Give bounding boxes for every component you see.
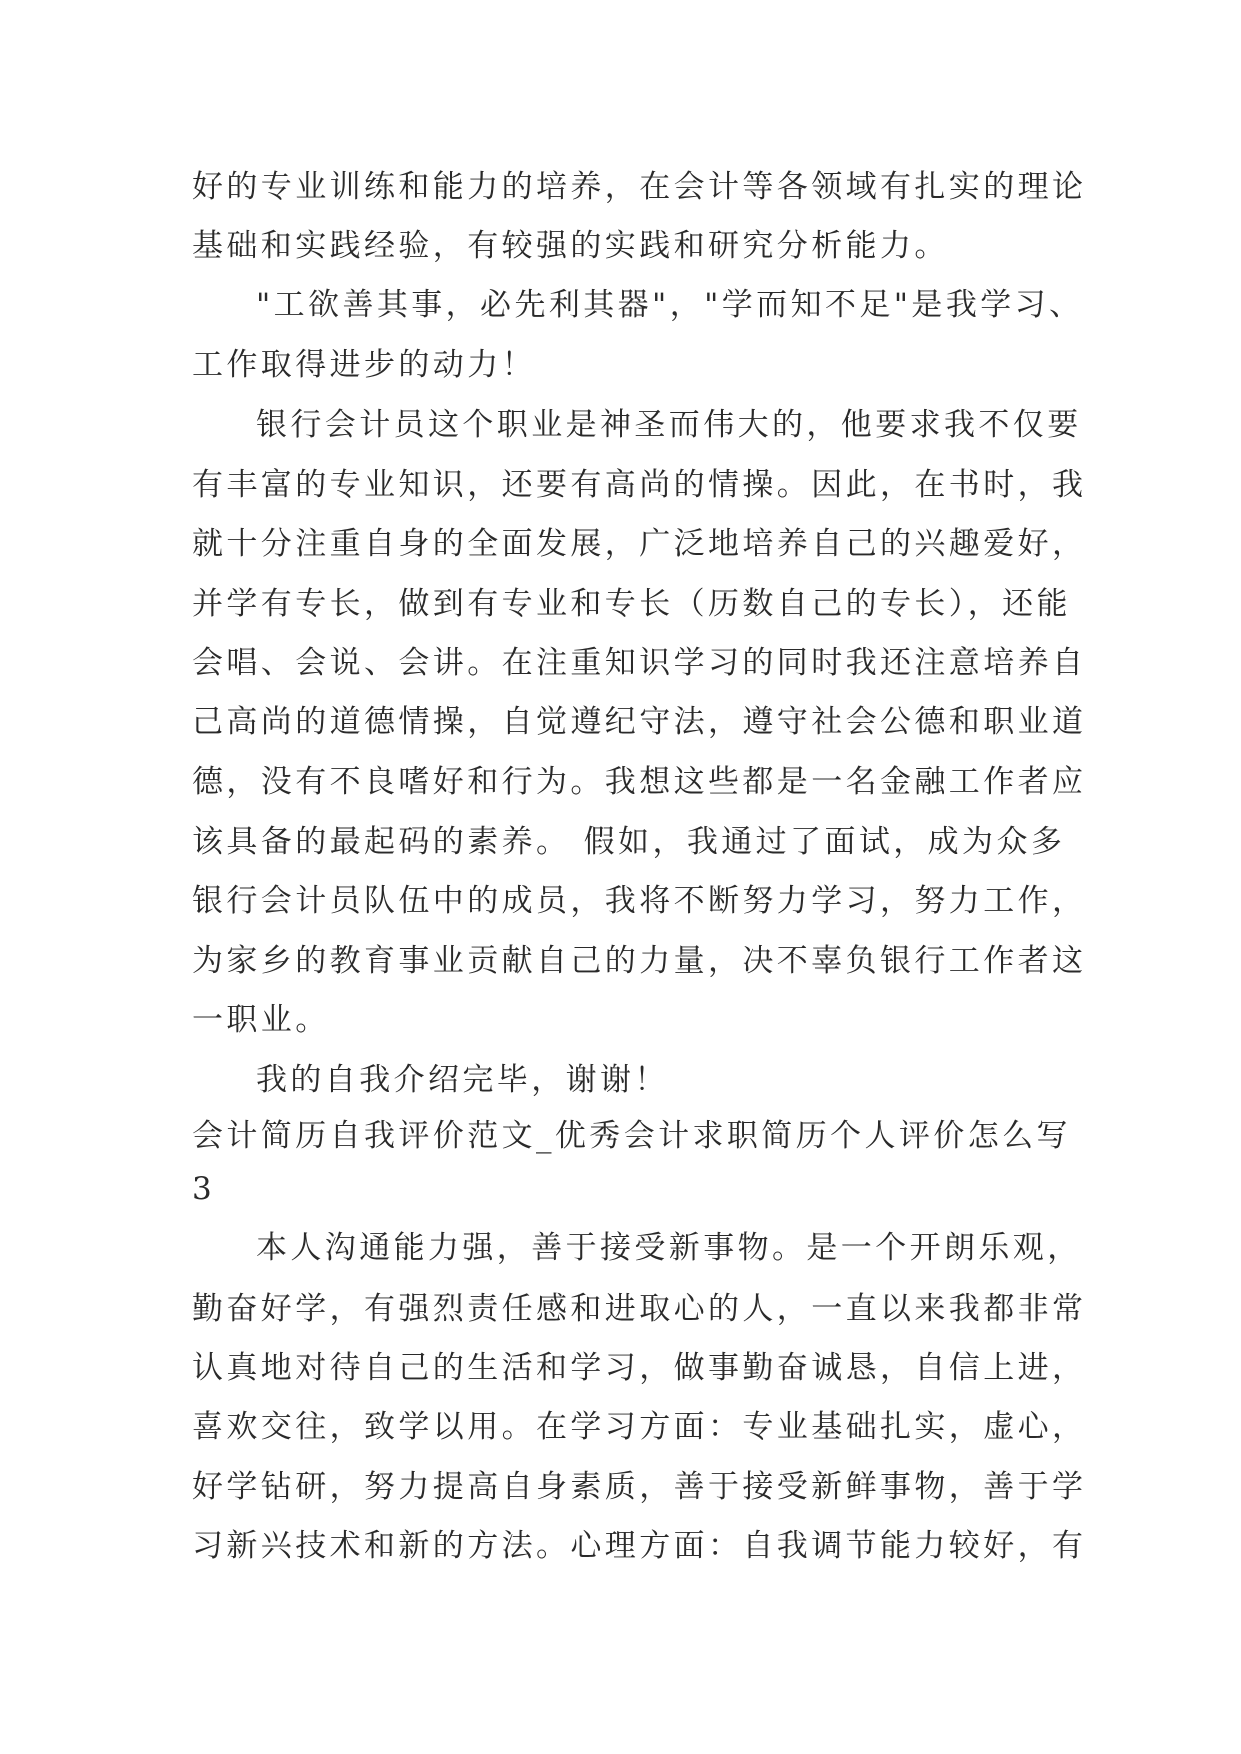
section-heading: 会计简历自我评价范文_优秀会计求职简历个人评价怎么写 <box>192 1118 1071 1154</box>
body-text-line: 为家乡的教育事业贡献自己的力量，决不辜负银行工作者这 <box>192 943 1087 979</box>
section-heading-number: 3 <box>192 1171 216 1207</box>
body-text-line: 一职业。 <box>192 1002 330 1038</box>
body-text-line: 银行会计员队伍中的成员，我将不断努力学习，努力工作， <box>192 883 1087 919</box>
body-text-line: 习新兴技术和新的方法。心理方面：自我调节能力较好，有 <box>192 1528 1087 1564</box>
closing-line: 我的自我介绍完毕，谢谢！ <box>256 1062 669 1098</box>
body-text-line: 己高尚的道德情操，自觉遵纪守法，遵守社会公德和职业道 <box>192 704 1087 740</box>
body-text-line: 有丰富的专业知识，还要有高尚的情操。因此，在书时，我 <box>192 467 1087 503</box>
body-text-line: 德，没有不良嗜好和行为。我想这些都是一名金融工作者应 <box>192 764 1087 800</box>
body-text-line: 认真地对待自己的生活和学习，做事勤奋诚恳，自信上进， <box>192 1350 1087 1386</box>
body-text-line: 该具备的最起码的素养。 假如，我通过了面试，成为众多 <box>192 824 1066 860</box>
body-text-line: 会唱、会说、会讲。在注重知识学习的同时我还注意培养自 <box>192 645 1087 681</box>
body-text-line: 基础和实践经验，有较强的实践和研究分析能力。 <box>192 228 949 264</box>
body-text-line: 就十分注重自身的全面发展，广泛地培养自己的兴趣爱好， <box>192 526 1087 562</box>
body-text-line: 勤奋好学，有强烈责任感和进取心的人，一直以来我都非常 <box>192 1291 1087 1327</box>
body-text-line: 并学有专长，做到有专业和专长（历数自己的专长），还能 <box>192 586 1071 622</box>
body-text-line: 银行会计员这个职业是神圣而伟大的，他要求我不仅要 <box>256 407 1082 443</box>
body-text-line: 喜欢交往，致学以用。在学习方面：专业基础扎实，虚心， <box>192 1409 1087 1445</box>
body-text-line: 工作取得进步的动力！ <box>192 347 536 383</box>
body-text-line: 好的专业训练和能力的培养，在会计等各领域有扎实的理论 <box>192 169 1087 205</box>
body-text-line: "工欲善其事，必先利其器"，"学而知不足"是我学习、 <box>256 287 1084 323</box>
body-text-line: 本人沟通能力强，善于接受新事物。是一个开朗乐观， <box>256 1230 1082 1266</box>
body-text-line: 好学钻研，努力提高自身素质，善于接受新鲜事物，善于学 <box>192 1469 1087 1505</box>
